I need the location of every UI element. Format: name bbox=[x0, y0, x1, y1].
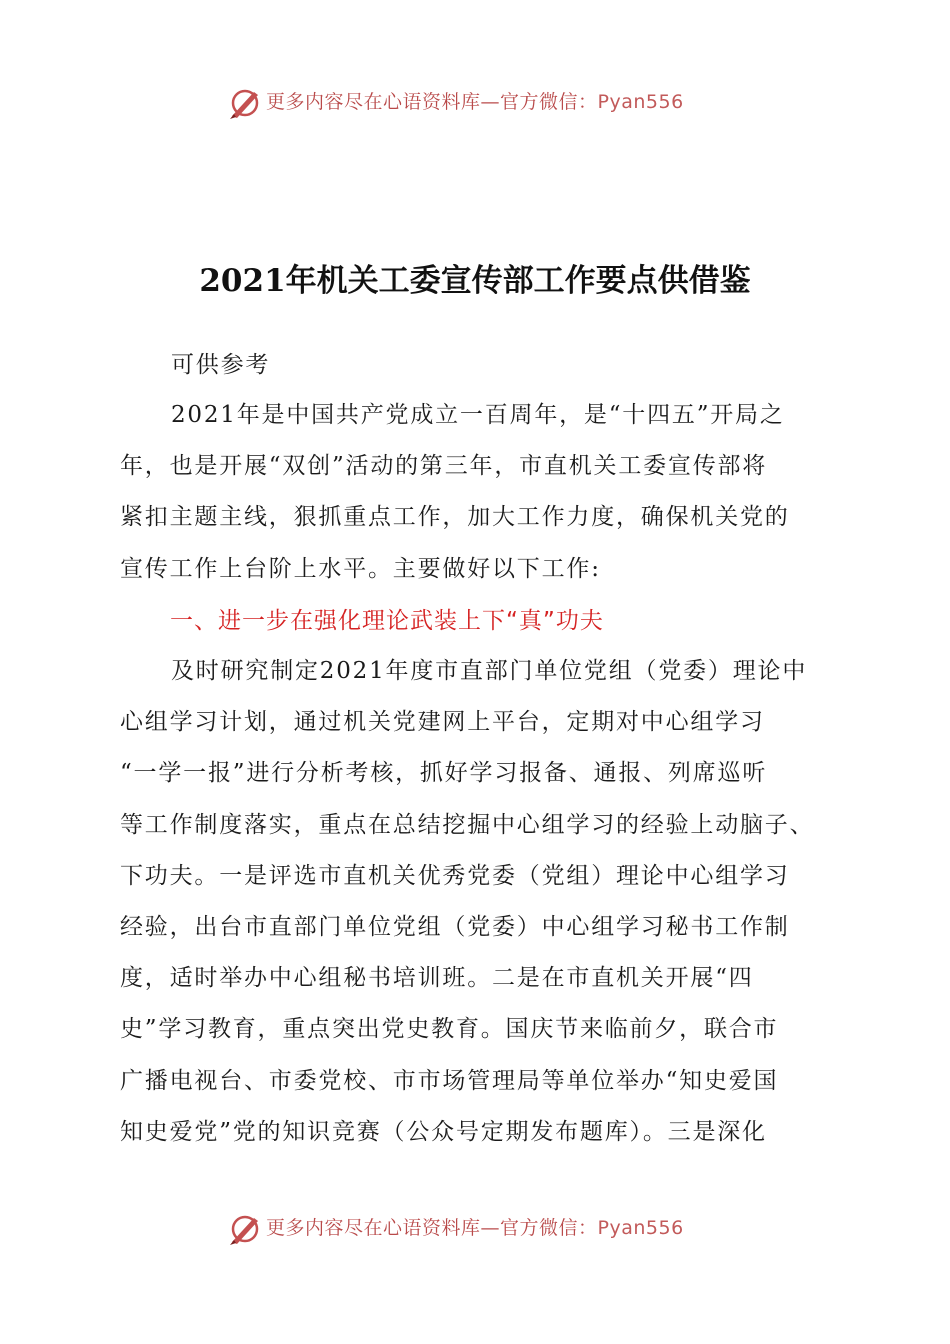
pen-logo-icon bbox=[228, 1212, 262, 1246]
body-line: 等工作制度落实，重点在总结挖掘中心组学习的经验上动脑子、 bbox=[120, 811, 815, 838]
watermark-footer bbox=[0, 1208, 950, 1248]
section-heading: 一、进一步在强化理论武装上下“真”功夫 bbox=[170, 608, 604, 634]
watermark-header bbox=[0, 82, 950, 122]
pen-logo-icon bbox=[228, 86, 262, 120]
body-line: 心组学习计划，通过机关党建网上平台，定期对中心组学习 bbox=[120, 709, 765, 736]
body-line: 知史爱党”党的知识竞赛（公众号定期发布题库）。三是深化 bbox=[120, 1118, 767, 1145]
intro-line: 紧扣主题主线，狠抓重点工作，加大工作力度，确保机关党的 bbox=[120, 504, 790, 531]
body-line: 史”学习教育，重点突出党史教育。国庆节来临前夕，联合市 bbox=[120, 1016, 779, 1043]
section-paragraph bbox=[120, 646, 832, 1158]
body-line: 下功夫。一是评选市直机关优秀党委（党组）理论中心组学习 bbox=[120, 862, 790, 889]
watermark-text: 更多内容尽在心语资料库—官方微信：Pyan556 bbox=[266, 1217, 684, 1239]
body-line: “一学一报”进行分析考核，抓好学习报备、通报、列席巡听 bbox=[120, 760, 768, 787]
body-line: 经验，出台市直部门单位党组（党委）中心组学习秘书工作制 bbox=[120, 913, 790, 940]
reference-note: 可供参考 bbox=[171, 352, 271, 378]
intro-line: 宣传工作上台阶上水平。主要做好以下工作: bbox=[120, 555, 601, 582]
body-line: 广播电视台、市委党校、市市场管理局等单位举办“知史爱国 bbox=[120, 1067, 779, 1094]
intro-line: 年，也是开展“双创”活动的第三年，市直机关工委宣传部将 bbox=[120, 453, 768, 480]
body-line: 及时研究制定2021年度市直部门单位党组（党委）理论中 bbox=[171, 658, 808, 684]
intro-paragraph bbox=[120, 390, 832, 595]
watermark-text: 更多内容尽在心语资料库—官方微信：Pyan556 bbox=[266, 91, 684, 113]
body-line: 度，适时举办中心组秘书培训班。二是在市直机关开展“四 bbox=[120, 965, 754, 992]
document-title: 2021年机关工委宣传部工作要点供借鉴 bbox=[199, 263, 751, 299]
intro-line: 2021年是中国共产党成立一百周年，是“十四五”开局之 bbox=[171, 402, 785, 428]
